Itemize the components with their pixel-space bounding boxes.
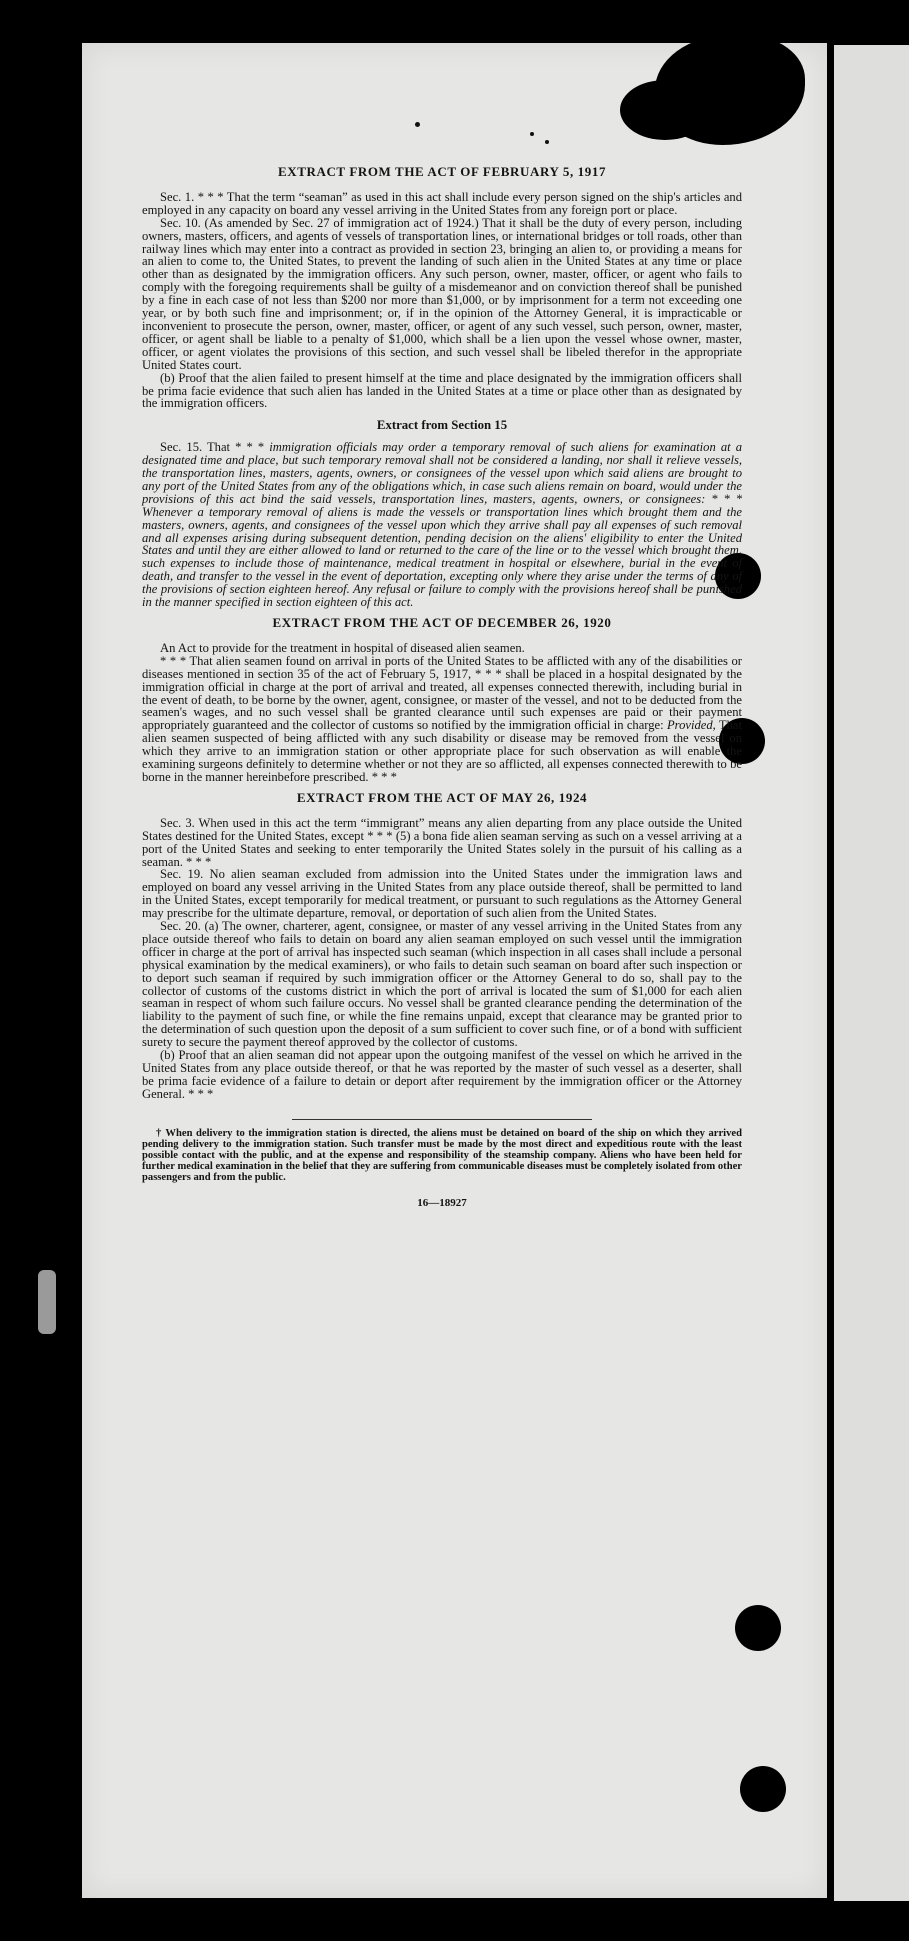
act-1920-rest: That alien seamen suspected of being afflicted with any such disability or disease may be removed from the vessel on which they arrive to an immigration station or other appropriate place for such observation as will enable the examining surgeons definitely to determine whether or not they are so afflicted, all expenses connected therewith to be borne in the manner hereinbefore prescribed. * * *: [142, 718, 743, 784]
binding-mark: [38, 1270, 56, 1334]
act-1920-proviso: Provided,: [666, 718, 716, 733]
page-number: 16—18927: [417, 1196, 467, 1209]
section-10-paragraph: Sec. 10. (As amended by Sec. 27 of immigration act of 1924.) That it shall be the duty of every person, including owners, masters, officers, and agents of vessels of transportation lines, or international bridges or toll roads, other than railway lines which may enter into a contract as provided in section 23, bringing an alien to, or providing a means for an alien to come to, the United States, to prevent the landing of such alien in the United States at any time or place other than as designated by the immigration officers. Any such person, owner, master, officer, or agent who fails to comply with the foregoing requirements shall be guilty of a misdemeanor and on conviction thereof shall be punished by a fine in each case of not less than $200 nor more than $1,000, or by imprisonment for a term not exceeding one year, or by both such fine and imprisonment; or, if in the opinion of the Attorney General, it is impracticable or inconvenient to prosecute the person, owner, master, officer, or agent of any such vessel, such person, owner, master, officer, or agent shall be liable to a penalty of $1,000, which shall be a lien upon the vessel whose owner, master, officer, or agent violates the provisions of this section, and such vessel shall be libeled therefor in the appropriate United States court.: [142, 215, 742, 372]
section-15-lead: Sec. 15. That * * *: [160, 440, 270, 455]
heading-section-15: Extract from Section 15: [376, 418, 508, 433]
punch-hole: [735, 1605, 781, 1651]
footnote: † When delivery to the immigration station is directed, the aliens must be detained on board of the ship on which they arrived pending delivery to the immigration station. Such transfer must be made by the most direct and expeditious route with the least possible contact with the public, and at the expense and responsibility of the steamship company. Aliens who have been held for further medical examination in the belief that they are suffering from communicable diseases must be completely isolated from other passengers and from the public.: [142, 1127, 742, 1183]
ink-speck: [415, 122, 420, 127]
punch-hole: [740, 1766, 786, 1812]
section-20a-paragraph: Sec. 20. (a) The owner, charterer, agent, consignee, or master of any vessel arriving in the United States from any place outside thereof who fails to detain on board any alien seaman employed on such vessel until the immigration officer in charge at the port of arrival has inspected such seaman (which inspection in all cases shall include a personal physical examination by the medical examiners), or who fails to detain such seaman on board after such inspection or to deport such seaman if required by such immigration officer or the Attorney General to do so, shall pay to the collector of customs of the customs district in which the port of arrival is located the sum of $1,000 for each alien seaman in respect of whom such failure occurs. No vessel shall be granted clearance pending the determination of the liability to the payment of such fine, or while the fine remains unpaid, except that clearance may be granted prior to the determination of such question upon the deposit of a sum sufficient to cover such fine, or of a bond with sufficient surety to secure the payment thereof approved by the collector of customs.: [142, 919, 742, 1050]
heading-act-1920: EXTRACT FROM THE ACT OF DECEMBER 26, 1920: [272, 615, 612, 630]
section-15-paragraph: [142, 441, 742, 609]
act-1920-paragraph: [142, 655, 742, 784]
section-19-paragraph: Sec. 19. No alien seaman excluded from admission into the United States under the immigration laws and employed on board any vessel arriving in the United States from any place outside thereof, shall be permitted to land in the United States, except temporarily for medical treatment, or pursuant to such regulations as the Attorney General may prescribe for the ultimate departure, removal, or deportation of such alien from the United States.: [142, 867, 742, 921]
ink-speck: [530, 132, 534, 136]
section-20b-paragraph: (b) Proof that an alien seaman did not appear upon the outgoing manifest of the vessel on which he arrived in the United States from any place outside thereof, or that he was reported by the master of such vessel as a deserter, shall be prima facie evidence of a failure to detain or deport after requirement by the immigration officer or the Attorney General. * * *: [142, 1048, 742, 1101]
adjacent-page-edge: [834, 45, 909, 1901]
heading-act-1917: EXTRACT FROM THE ACT OF FEBRUARY 5, 1917: [277, 164, 607, 179]
document-body: [142, 158, 742, 1210]
section-10b-paragraph: (b) Proof that the alien failed to present himself at the time and place designated by the immigration officers shall be prima facie evidence that such alien has landed in the United States at a time or place other than as designated by the immigration officers.: [142, 370, 742, 411]
section-15-body: immigration officials may order a temporary removal of such aliens for examination at a designated time and place, but such temporary removal shall not be considered a landing, nor shall it relieve vessels, the transportation lines, masters, agents, owners, or consignees of the vessel upon which said aliens are brought to any port of the United States from any of the obligations which, in case such aliens remain on board, would under the provisions of this act bind the said vessels, transportation lines, masters, agents, owners, or consignees: * * * Whenever a temporary removal of aliens is made the vessels or transportation lines which brought them and the masters, owners, agents, and consignees of the vessel upon which they arrive shall pay all expenses of such removal and all expenses arising during subsequent detention, pending decision on the aliens' eligibility to enter the United States and until they are either allowed to land or returned to the care of the line or to the vessel which brought them, such expenses to include those of maintenance, medical treatment in hospital or elsewhere, burial in the event of death, and transfer to the vessel in the event of deportation, excepting only where they arise under the terms of any of the provisions of section eighteen hereof. Any refusal or failure to comply with the provisions hereof shall be punished in the manner specified in section eighteen of this act.: [142, 440, 742, 610]
section-1-paragraph: Sec. 1. * * * That the term “seaman” as used in this act shall include every person signed on the ship's articles and employed in any capacity on board any vessel arriving in the United States from any foreign port or place.: [142, 189, 742, 217]
heading-act-1924: EXTRACT FROM THE ACT OF MAY 26, 1924: [296, 789, 588, 805]
section-3-paragraph: Sec. 3. When used in this act the term “immigrant” means any alien departing from any place outside the United States destined for the United States, except * * * (5) a bona fide alien seaman serving as such on a vessel arriving at a port of the United States and seeking to enter temporarily the United States solely in the pursuit of his calling as a seaman. * * *: [142, 815, 742, 869]
act-1920-lead: * * * That alien seamen found on arrival in ports of the United States to be afflicted with any of the disabilities or diseases mentioned in section 35 of the act of February 5, 1917, * * * shall be placed in a hospital designated by the immigration official in charge at the port of arrival and treated, all expenses connected therewith, including burial in the event of death, to be borne by the owner, agent, consignee, or master of the vessel, and not to be deducted from the seamen's wages, and no such vessel shall be granted clearance until such expenses are paid or their payment appropriately guaranteed and the collector of customs so notified by the immigration official in charge:: [142, 653, 742, 733]
ink-speck: [545, 140, 549, 144]
footnote-divider: [292, 1119, 592, 1120]
act-1920-title: An Act to provide for the treatment in hospital of diseased alien seamen.: [160, 640, 525, 655]
torn-corner-shadow: [620, 80, 710, 140]
